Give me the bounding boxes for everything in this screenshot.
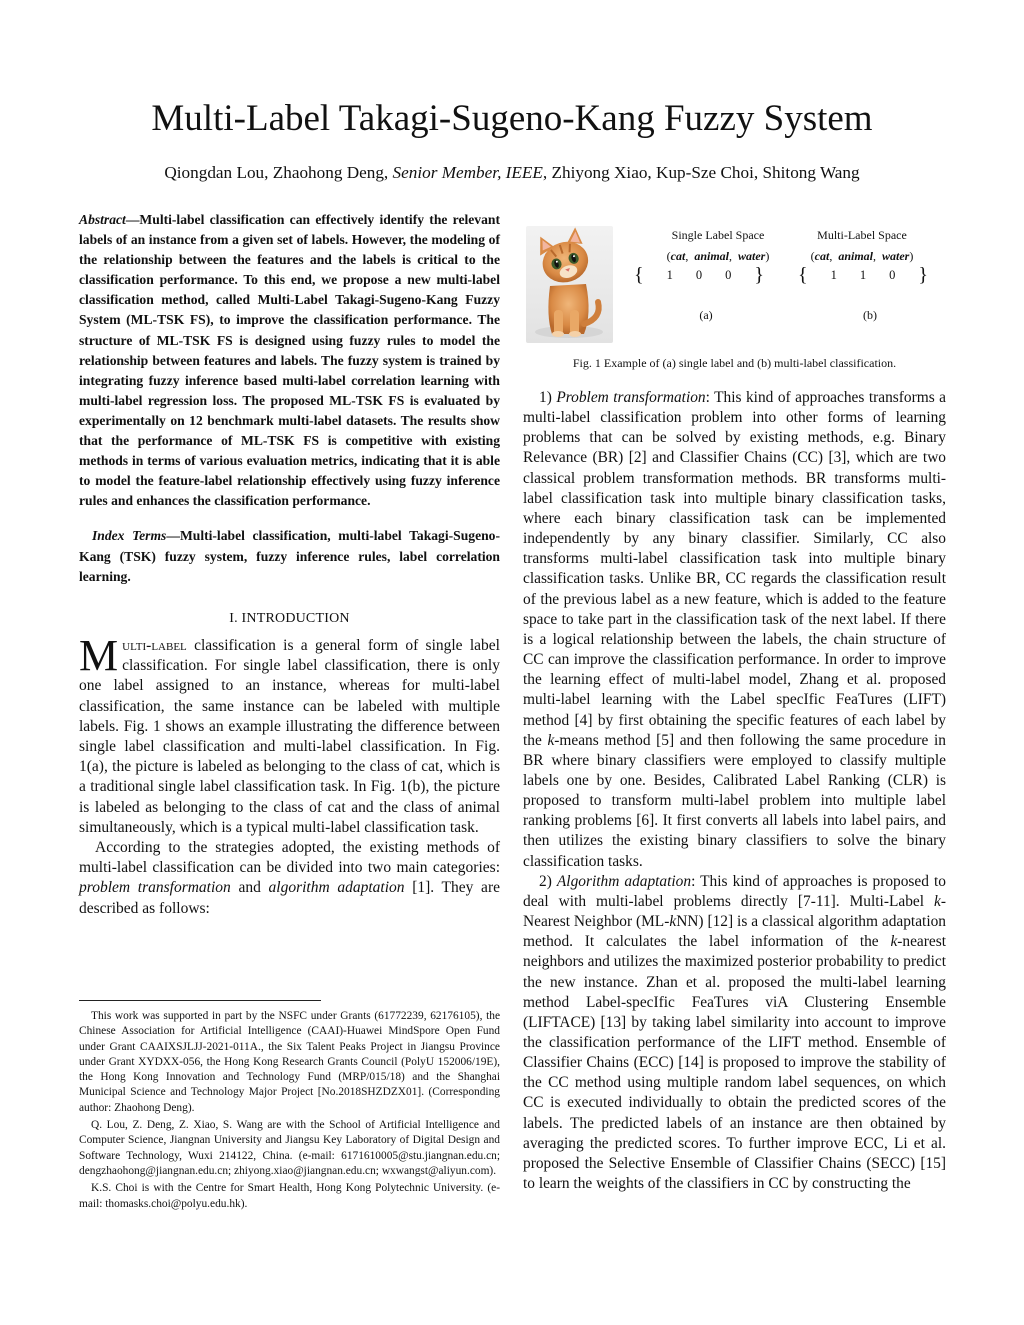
item-term: Algorithm adaptation [556, 872, 692, 890]
drop-cap: M [79, 630, 119, 680]
section-numeral: I. [229, 610, 242, 626]
right-column [523, 388, 946, 1194]
tuple-animal: animal [838, 249, 873, 263]
math-k: k [934, 892, 941, 910]
paragraph-text: : This kind of approaches is proposed to deal with multi-label problems directly [7-11]. Multi-Label [523, 872, 946, 910]
math-k: k [890, 933, 898, 951]
math-k: k [547, 731, 555, 749]
paragraph-text: NN) [12] is a classical algorithm adaptation method. It calculates the label information of the [523, 913, 946, 951]
paragraph-text: -Nearest Neighbor (ML- [523, 892, 946, 931]
tuple-water: water [882, 249, 910, 263]
item-number: 1) [539, 389, 557, 406]
left-column [79, 210, 500, 919]
intro-para2-em1: problem transformation [79, 879, 231, 897]
math-k: k [669, 913, 677, 931]
multi-label-space-title: Multi-Label Space [817, 228, 907, 242]
vector-value: 1 [830, 267, 837, 282]
figure-caption: Fig. 1 Example of (a) single label and (b) multi-label classification. [572, 356, 897, 370]
subfigure-b-label: (b) [863, 308, 877, 322]
vector-value: 1 [859, 267, 867, 282]
multi-label-tuple: (cat, animal, water) [810, 249, 914, 263]
abstract-text: —Multi-label classification can effectively identify the relevant labels of an instance from a given set of labels. However, the modeling of the relationship between the features and the labels is critical to the classification performance. To this end, we propose a new multi-label classification method, called Multi-Label Takagi-Sugeno-Kang Fuzzy System (ML-TSK FS), to improve the classification performance. The structure of ML-TSK FS is designed using fuzzy rules to model the relationship between features and labels. The fuzzy system is trained by integrating fuzzy inference based multi-label correlation learning with multi-label regression loss. The proposed ML-TSK FS is evaluated by experimentally on 12 benchmark multi-label datasets. The results show that the performance of ML-TSK FS is competitive with existing methods in terms of various evaluation metrics, indicating that it is able to model the feature-label relationship effectively using fuzzy inference rules and enhances the classification performance. [79, 212, 500, 509]
intro-para1-text: classification is a general form of single label classification. For single label classification, there is only one label assigned to an instance, whereas for multi-label classification, the same instance can be labeled with multiple labels. Fig. 1 shows an example illustrating the difference between single label classification and multi-label classification. In Fig. 1(a), the picture is labeled as belonging to the class of cat, which is a traditional single label classification task. In Fig. 1(b), the picture is labeled as belonging to the class of cat and the class of animal simultaneously, which is a typical multi-label classification task. [79, 636, 500, 836]
authors-part1: Qiongdan Lou, Zhaohong Deng, [164, 163, 393, 182]
vector-value: 0 [695, 267, 703, 282]
index-terms-text: —Multi-label classification, multi-label Takagi-Sugeno-Kang (TSK) fuzzy system, fuzzy inference rules, label correlation learning. [79, 528, 500, 584]
tuple-water: water [738, 249, 766, 263]
single-label-space-title: Single Label Space [671, 228, 765, 242]
section-first-letter: I [241, 610, 247, 626]
intro-paragraph-1 [79, 630, 500, 838]
paragraph-text: -means method [5] and then following the same procedure in BR where binary classifiers were employed to classify multiple labels one by one. Besides, Calibrated Label Ranking (CLR) is proposed to transform multi-label problem into multiple label ranking problems [6]. It first converts all labels into label pairs, and then utilizes the existing binary classifiers to solve the binary classification tasks. [523, 731, 946, 870]
footnotes [79, 1009, 500, 1214]
paragraph-text: -nearest neighbors and utilizes the maximized posterior probability to predict the new instance. Zhan et al. proposed the multi-label learning method Label-specIfic FeaTures viA Clustering Ensemble (LIFTACE) [13] by taking label similarity into account to improve the classification performance of the LIFT method. Ensemble of Classifier Chains (ECC) [14] is proposed to improve the stability of the CC method using multiple random label sequences, on which CC is executed individually to obtain the predicted scores of the labels. The predicted labels of an instance are then obtained by averaging the predicted scores. To further improve ECC, Li et al. proposed the Selective Ensemble of Classifier Chains (SECC) [15] to learn the weights of the classifiers in CC by constructing the [523, 933, 946, 1193]
index-terms-label: Index Terms [92, 528, 167, 544]
index-terms [79, 526, 500, 586]
vector-value: 1 [666, 267, 673, 282]
footnote-affiliation-2: K.S. Choi is with the Centre for Smart Health, Hong Kong Polytechnic University. (e-mail: thomasks.choi@polyu.edu.hk). [79, 1182, 500, 1210]
author-role: Senior Member, IEEE [392, 163, 543, 182]
paper-title: Multi-Label Takagi-Sugeno-Kang Fuzzy System [151, 98, 873, 139]
intro-para2-b: and [230, 879, 269, 897]
tuple-animal: animal [694, 249, 729, 263]
tuple-cat: cat [814, 249, 830, 263]
item-number: 2) [539, 872, 557, 890]
algorithm-adaptation-paragraph [523, 872, 946, 1195]
intro-para2-em2: algorithm adaptation [268, 879, 405, 897]
vector-value: 0 [725, 267, 732, 282]
single-label-vector: { 1 0 0 } [634, 264, 764, 286]
cat-image [526, 226, 613, 343]
single-label-tuple: (cat, animal, water) [666, 249, 770, 263]
abstract [79, 210, 500, 511]
section-rest: NTRODUCTION [246, 610, 350, 626]
authors-part2: , Zhiyong Xiao, Kup-Sze Choi, Shitong Wang [542, 163, 860, 182]
intro-para2-c: [1]. They are described as follows: [79, 879, 500, 917]
footnote-divider [79, 1000, 321, 1001]
vector-value: 0 [889, 267, 896, 282]
footnote-affiliation-1: Q. Lou, Z. Deng, Z. Xiao, S. Wang are with the School of Artificial Intelligence and Computer Science, Jiangnan University and Jiangsu Key Laboratory of Digital Design and Software Technology, Wuxi 214122, China. (e-mail: 6171610005@stu.jiangnan.edu.cn; dengzhaohong@jiangnan.edu.cn; zhiyong.xiao@jiangnan.edu.cn; wxwangst@aliyun.com). [79, 1119, 500, 1177]
subfigure-a-label: (a) [699, 308, 713, 322]
tuple-cat: cat [670, 249, 686, 263]
abstract-label: Abstract [79, 212, 126, 227]
author-list [0, 163, 1024, 183]
intro-para2-a: According to the strategies adopted, the existing methods of multi-label classification can be divided into two main categories: [79, 838, 500, 877]
intro-smallcaps-lead: ulti-label [122, 636, 187, 654]
figure-1 [523, 222, 946, 382]
intro-paragraph-2 [79, 838, 500, 919]
footnote-funding: This work was supported in part by the NSFC under Grants (61772239, 62176105), the Chinese Association for Artificial Intelligence (CAAI)-Huawei MindSpore Open Fund under Grant CAAIXSJLJJ-2021-011A., the Six Talent Peaks Project in Jiangsu Province under Grant XYDXX-056, the Hong Kong Research Grants Council (PolyU 152006/19E), the Hong Kong Innovation and Technology Fund (MRP/015/18) and the Shanghai Municipal Science and Technology Major Project [No.2018SHZDZX01]. (Corresponding author: Zhaohong Deng). [79, 1010, 500, 1114]
item-term: Problem transformation [556, 389, 706, 406]
paragraph-text: : This kind of approaches transforms a multi-label classification problem into other forms of learning problems that can be solved by existing methods, e.g. Binary Relevance (BR) [2] and Classifier Chains (CC) [3], which are two classical problem transformation methods. BR transforms multi-label classification task into multiple binary classification tasks, where each binary classification task can be implemented independently by any binary classifier. Similarly, CC also transforms multi-label classification task into multiple binary classification tasks. Unlike BR, CC regards the classification result of the previous label as a new feature, which is added to the feature space to take part in the classification task of the next label. If there is a logical relationship between the labels, the chain structure of CC can improve the classification performance. In order to improve the learning effect of multi-label model, Zhang et al. proposed multi-label learning with the Label specIfic FeaTures (LIFT) method [4] by first obtaining the specific features of each label by the [523, 389, 947, 749]
multi-label-vector: { 1 1 0 } [798, 264, 928, 286]
problem-transformation-paragraph [523, 388, 946, 872]
section-heading-introduction [79, 609, 500, 629]
